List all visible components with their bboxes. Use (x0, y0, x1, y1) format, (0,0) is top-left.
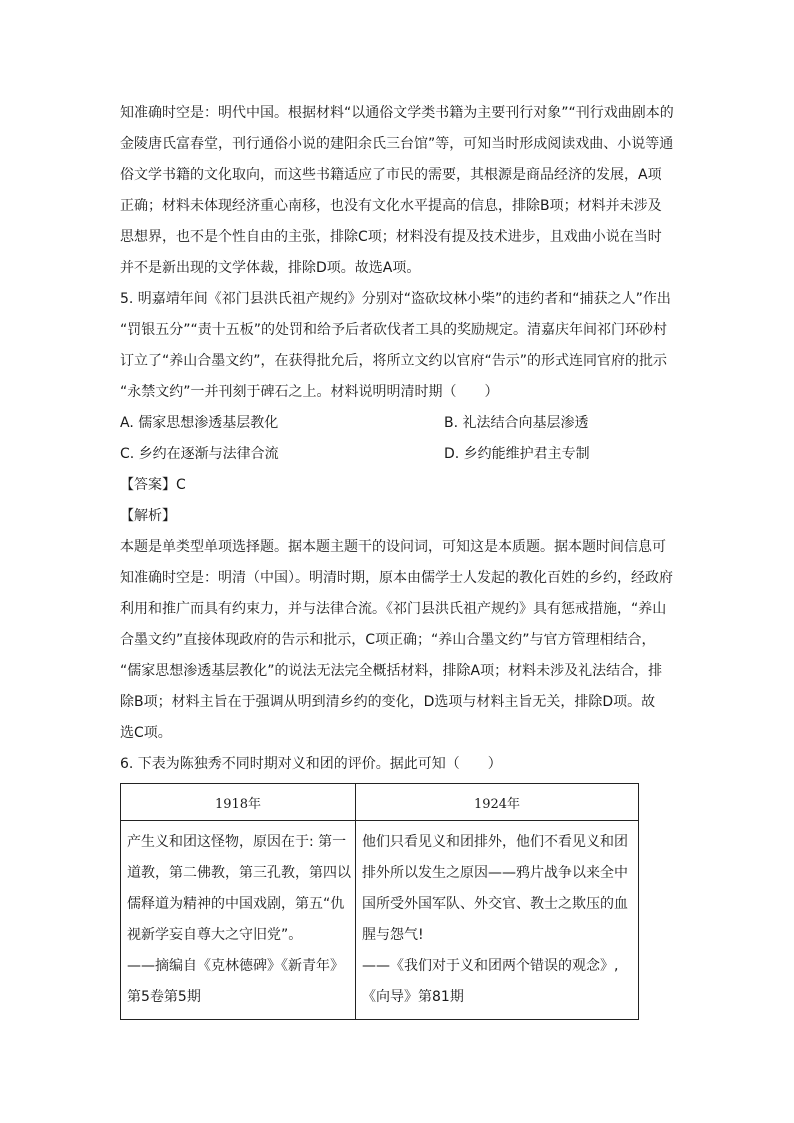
cell-line: 第5卷第5期 (127, 989, 201, 1005)
text-line: 知准确时空是：明代中国。根据材料“以通俗文学类书籍为主要刊行对象”“刊行戏曲剧本的 (120, 105, 674, 121)
question-stem-line: “罚银五分”“责十五板”的处罚和给予后者砍伐者工具的奖励规定。清嘉庆年间祁门环砂村 (120, 322, 668, 338)
table-cell-1918 (121, 821, 356, 1020)
text-line: 金陵唐氏富春堂，刊行通俗小说的建阳余氏三台馆”等，可知当时形成阅读戏曲、小说等通 (120, 136, 674, 152)
cell-line: 腥与怨气! (362, 927, 424, 943)
cell-line: 儒释道为精神的中国戏剧，第五“仇 (127, 896, 345, 912)
analysis-label: 【解析】 (120, 508, 176, 524)
question-5 (120, 284, 680, 749)
question-stem-line: “永禁文约”一并刊刻于碑石之上。材料说明明清时期（ ） (120, 384, 499, 400)
text-line: 思想界，也不是个性自由的主张，排除C项；材料没有提及技术进步，且戏曲小说在当时 (120, 229, 662, 245)
cell-line: 排外所以发生之原因——鸦片战争以来全中 (362, 865, 628, 881)
analysis-line: 利用和推广而具有约束力，并与法律合流。《祁门县洪氏祖产规约》具有惩戒措施，“养山 (120, 601, 667, 617)
analysis-line: 除B项；材料主旨在于强调从明到清乡约的变化，D选项与材料主旨无关，排除D项。故 (120, 694, 656, 710)
analysis-line: 合墨文约”直接体现政府的告示和批示，C项正确；“养山合墨文约”与官方管理相结合， (120, 632, 656, 648)
question-stem-line: 订立了“养山合墨文约”，在获得批允后，将所立文约以官府“告示”的形式连同官府的批示 (120, 353, 668, 369)
analysis-line: 知准确时空是：明清（中国）。明清时期，原本由儒学士人发起的教化百姓的乡约，经政府 (120, 570, 673, 586)
cell-line: ——摘编自《克林德碑》《新青年》 (127, 958, 344, 974)
document-page (120, 98, 680, 1020)
text-line: 并不是新出现的文学体裁，排除D项。故选A项。 (120, 260, 421, 276)
evaluation-table (120, 783, 639, 1020)
cell-line: 视新学妄自尊大之守旧党”。 (127, 927, 303, 943)
table-header-row (121, 784, 639, 821)
analysis-line: 本题是单类型单项选择题。据本题主题干的设问词，可知这是本质题。据本题时间信息可 (120, 539, 666, 555)
question-stem: 6. 下表为陈独秀不同时期对义和团的评价。据此可知（ ） (120, 756, 502, 772)
cell-line: 他们只看见义和团排外，他们不看见义和团 (362, 834, 628, 850)
option-a: A. 儒家思想渗透基层教化 (120, 415, 279, 431)
answer-label: 【答案】C (120, 477, 186, 493)
table-row (121, 821, 639, 1020)
option-b: B. 礼法结合向基层渗透 (444, 415, 589, 431)
analysis-line: “儒家思想渗透基层教化”的说法无法完全概括材料，排除A项；材料未涉及礼法结合，排 (120, 663, 663, 679)
text-line: 正确；材料未体现经济重心南移，也没有文化水平提高的信息，排除B项；材料并未涉及 (120, 198, 662, 214)
cell-line: 《向导》第81期 (362, 989, 464, 1005)
option-c: C. 乡约在逐渐与法律合流 (120, 446, 279, 462)
cell-line: 产生义和团这怪物，原因在于: 第一 (127, 834, 347, 850)
cell-line: 道教，第二佛教，第三孔教，第四以 (127, 865, 351, 881)
cell-line: 国所受外国军队、外交官、教士之欺压的血 (362, 896, 628, 912)
prev-analysis (120, 98, 680, 284)
table-header-1918: 1918年 (121, 784, 356, 821)
option-d: D. 乡约能维护君主专制 (444, 446, 590, 462)
table-header-1924: 1924年 (356, 784, 639, 821)
question-stem-line: 5. 明嘉靖年间《祁门县洪氏祖产规约》分别对“盗砍坟林小柴”的违约者和“捕获之人”作出 (120, 291, 671, 307)
question-6 (120, 749, 680, 1020)
table-cell-1924 (356, 821, 639, 1020)
text-line: 俗文学书籍的文化取向，而这些书籍适应了市民的需要，其根源是商品经济的发展，A项 (120, 167, 662, 183)
options (120, 408, 680, 470)
cell-line: ——《我们对于义和团两个错误的观念》, (362, 958, 619, 974)
analysis-line: 选C项。 (120, 725, 172, 741)
